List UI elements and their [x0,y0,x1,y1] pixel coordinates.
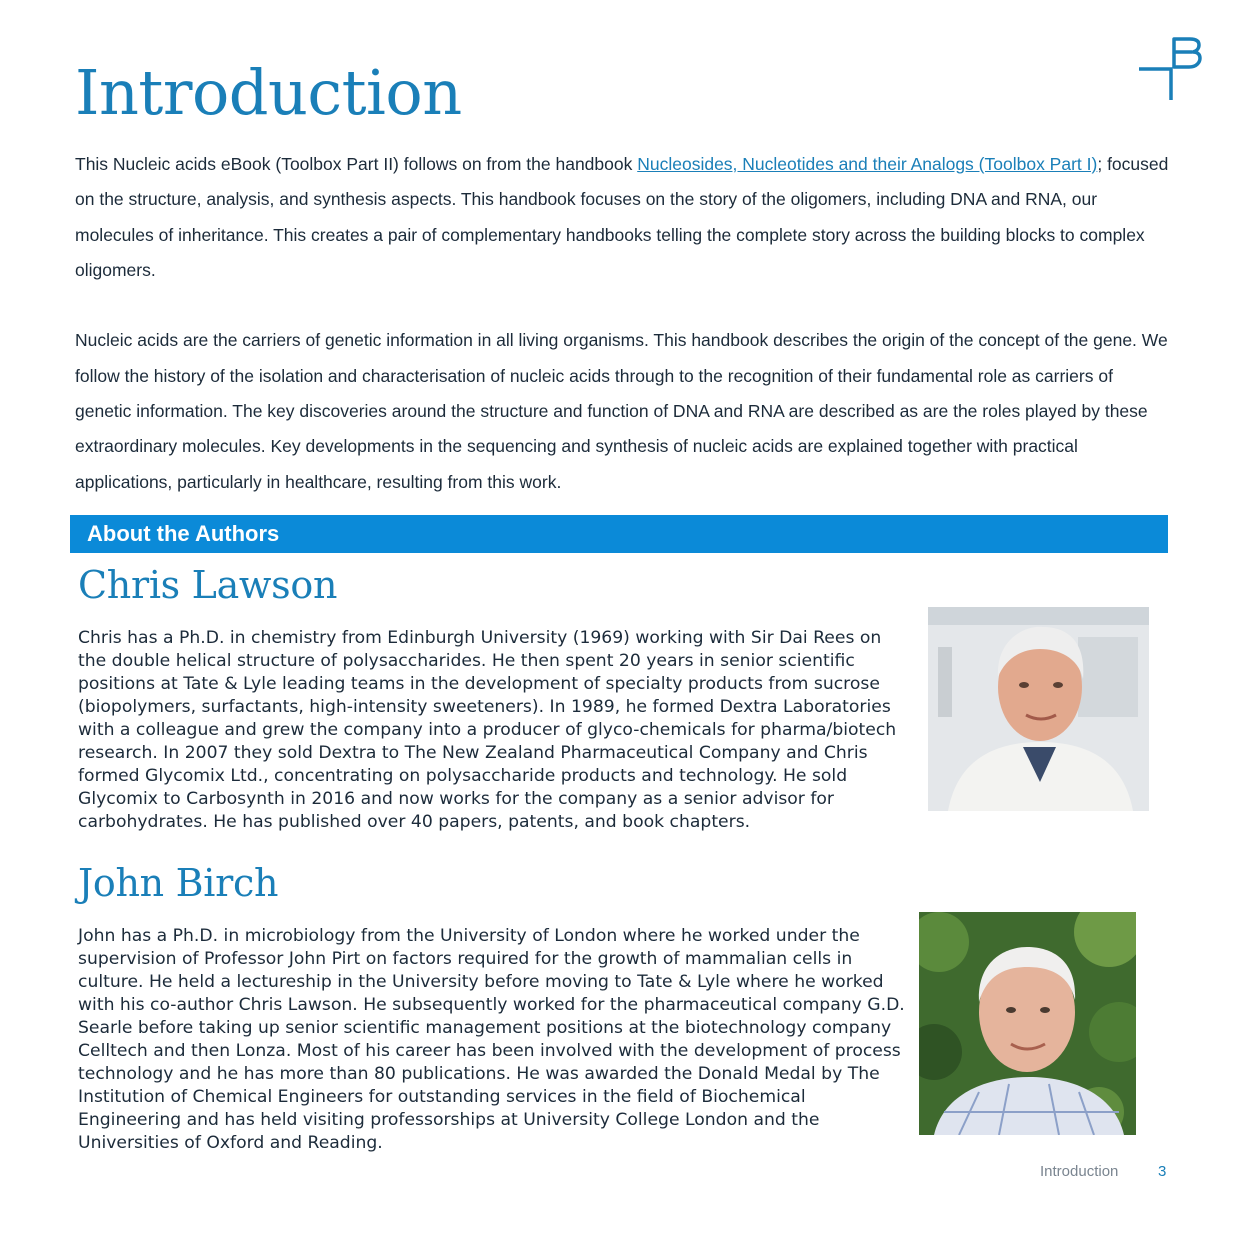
footer-section-label: Introduction [1040,1163,1119,1180]
intro-p1-after: ; focused on the structure, analysis, and synthesis aspects. This handbook focuses on the story of the oligomers, including DNA and RNA, our molecules of inheritance. This creates a pair of complementary handbooks telling the complete story across the building blocks to complex oligomers. [75,154,1169,280]
author-name-chris-lawson: Chris Lawson [78,563,338,607]
intro-paragraph-1 [75,147,1170,288]
about-authors-bar [70,515,1168,553]
about-authors-heading: About the Authors [87,521,280,546]
intro-paragraph-2: Nucleic acids are the carriers of genetic information in all living organisms. This handbook describes the origin of the concept of the gene. We follow the history of the isolation and characterisation of nucleic acids through to the recognition of their fundamental role as carriers of genetic information. The key discoveries around the structure and function of DNA and RNA are described as are the roles played by these extraordinary molecules. Key developments in the sequencing and synthesis of nucleic acids are explained together with practical applications, particularly in healthcare, resulting from this work. [75,330,1168,492]
page-title: Introduction [75,56,462,129]
brand-logo [1137,36,1203,102]
footer-page-number: 3 [1158,1163,1167,1180]
photo-john-birch [919,912,1136,1135]
author-bio-chris-lawson: Chris has a Ph.D. in chemistry from Edinburgh University (1969) working with Sir Dai Rees on the double helical structure of polysaccharides. He then spent 20 years in senior scientific positions at Tate & Lyle leading teams in the development of specialty products from sucrose (biopolymers, surfactants, high-intensity sweeteners). In 1989, he formed Dextra Laboratories with a colleague and grew the company into a producer of glyco-chemicals for pharma/biotech research. In 2007 they sold Dextra to The New Zealand Pharmaceutical Company and Chris formed Glycomix Ltd., concentrating on polysaccharide products and technology. He sold Glycomix to Carbosynth in 2016 and now works for the company as a senior advisor for carbohydrates. He has published over 40 papers, patents, and book chapters. [78,628,897,832]
author-bio-john-birch: John has a Ph.D. in microbiology from the University of London where he worked under the supervision of Professor John Pirt on factors required for the growth of mammalian cells in culture. He held a lectureship in the University before moving to Tate & Lyle where he worked with his co-author Chris Lawson. He subsequently worked for the pharmaceutical company G.D. Searle before taking up senior scientific management positions at the biotechnology company Celltech and then Lonza. Most of his career has been involved with the development of process technology and he has more than 80 publications. He was awarded the Donald Medal by The Institution of Chemical Engineers for outstanding services in the field of Biochemical Engineering and has held visiting professorships at University College London and the Universities of Oxford and Reading. [78,926,905,1153]
intro-text [75,147,1170,500]
intro-p1-before: This Nucleic acids eBook (Toolbox Part II) follows on from the handbook [75,154,638,174]
author-name-john-birch: John Birch [78,861,279,905]
photo-chris-lawson [928,607,1149,811]
toolbox-part-1-link[interactable]: Nucleosides, Nucleotides and their Analogs (Toolbox Part I) [637,154,1098,174]
